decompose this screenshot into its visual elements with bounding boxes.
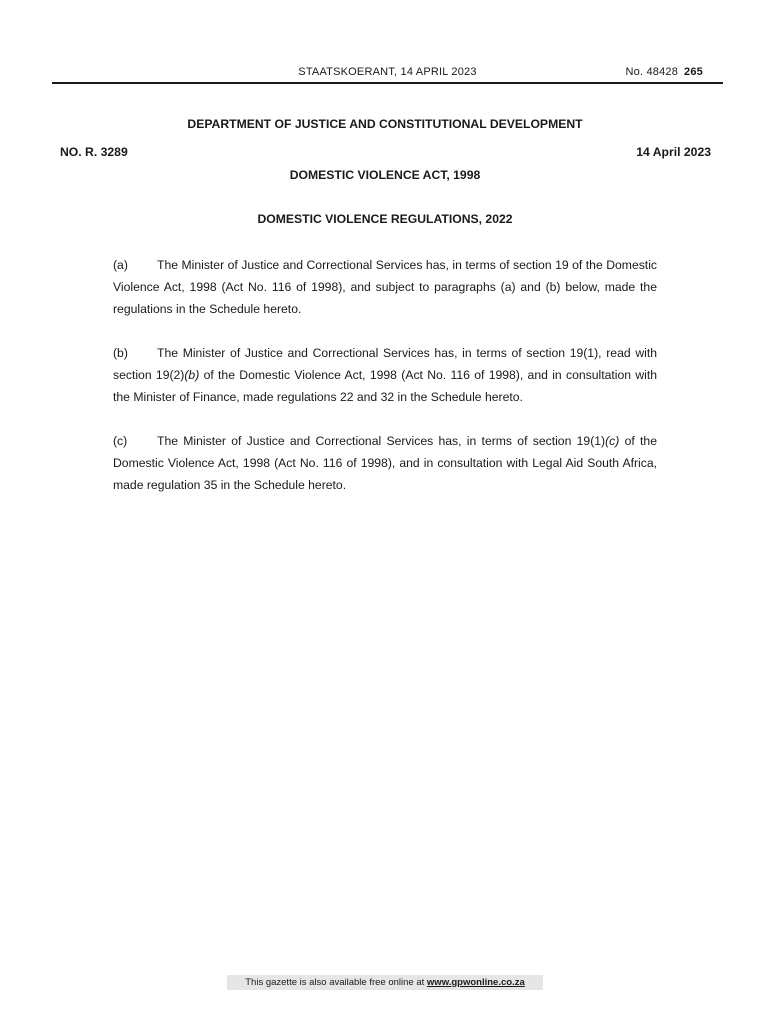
department-heading: DEPARTMENT OF JUSTICE AND CONSTITUTIONAL DEVELOPMENT <box>187 117 583 131</box>
paragraph-text-continued: of the Domestic Violence Act, 1998 (Act No. 116 of 1998), and in consultation with Legal Aid South Africa, made regulation 35 in the Schedule hereto. <box>113 434 657 492</box>
header-rule <box>52 82 723 84</box>
paragraph-text: The Minister of Justice and Correctional Services has, in terms of section 19 of the Domestic Violence Act, 1998 (Act No. 116 of 1998), and subject to paragraphs (a) and (b) below, made the regulations in the Schedule hereto. <box>113 258 657 316</box>
paragraph-b <box>113 342 657 408</box>
footer-banner <box>227 975 543 990</box>
paragraph-text: The Minister of Justice and Correctional Services has, in terms of section 19(1) <box>157 434 606 448</box>
paragraph-text: The Minister of Justice and Correctional Services has, in terms of section 19(1), read with section 19(2) <box>113 346 657 382</box>
notice-number: NO. R. 3289 <box>60 145 128 159</box>
issue-info <box>625 66 703 78</box>
regulations-title: DOMESTIC VIOLENCE REGULATIONS, 2022 <box>257 212 513 226</box>
footer-text: This gazette is also available free online at <box>245 977 427 988</box>
act-title: DOMESTIC VIOLENCE ACT, 1998 <box>289 168 481 182</box>
issue-number: No. 48428 <box>625 66 679 78</box>
page-header <box>52 64 723 82</box>
footer-website-link[interactable]: www.gpwonline.co.za <box>426 977 525 988</box>
paragraph-italic-ref: (c) <box>605 434 620 448</box>
paragraph-a <box>113 254 657 320</box>
page-number: 265 <box>684 66 703 78</box>
gazette-title: STAATSKOERANT, 14 APRIL 2023 <box>298 66 477 78</box>
paragraph-label: (b) <box>113 346 128 360</box>
paragraph-text-continued: of the Domestic Violence Act, 1998 (Act No. 116 of 1998), and in consultation with the Minister of Finance, made regulations 22 and 32 in the Schedule hereto. <box>113 368 657 404</box>
paragraph-c <box>113 430 657 496</box>
notice-date: 14 April 2023 <box>636 145 711 159</box>
paragraph-label: (a) <box>113 258 128 272</box>
paragraph-label: (c) <box>113 434 128 448</box>
paragraph-italic-ref: (b) <box>184 368 200 382</box>
